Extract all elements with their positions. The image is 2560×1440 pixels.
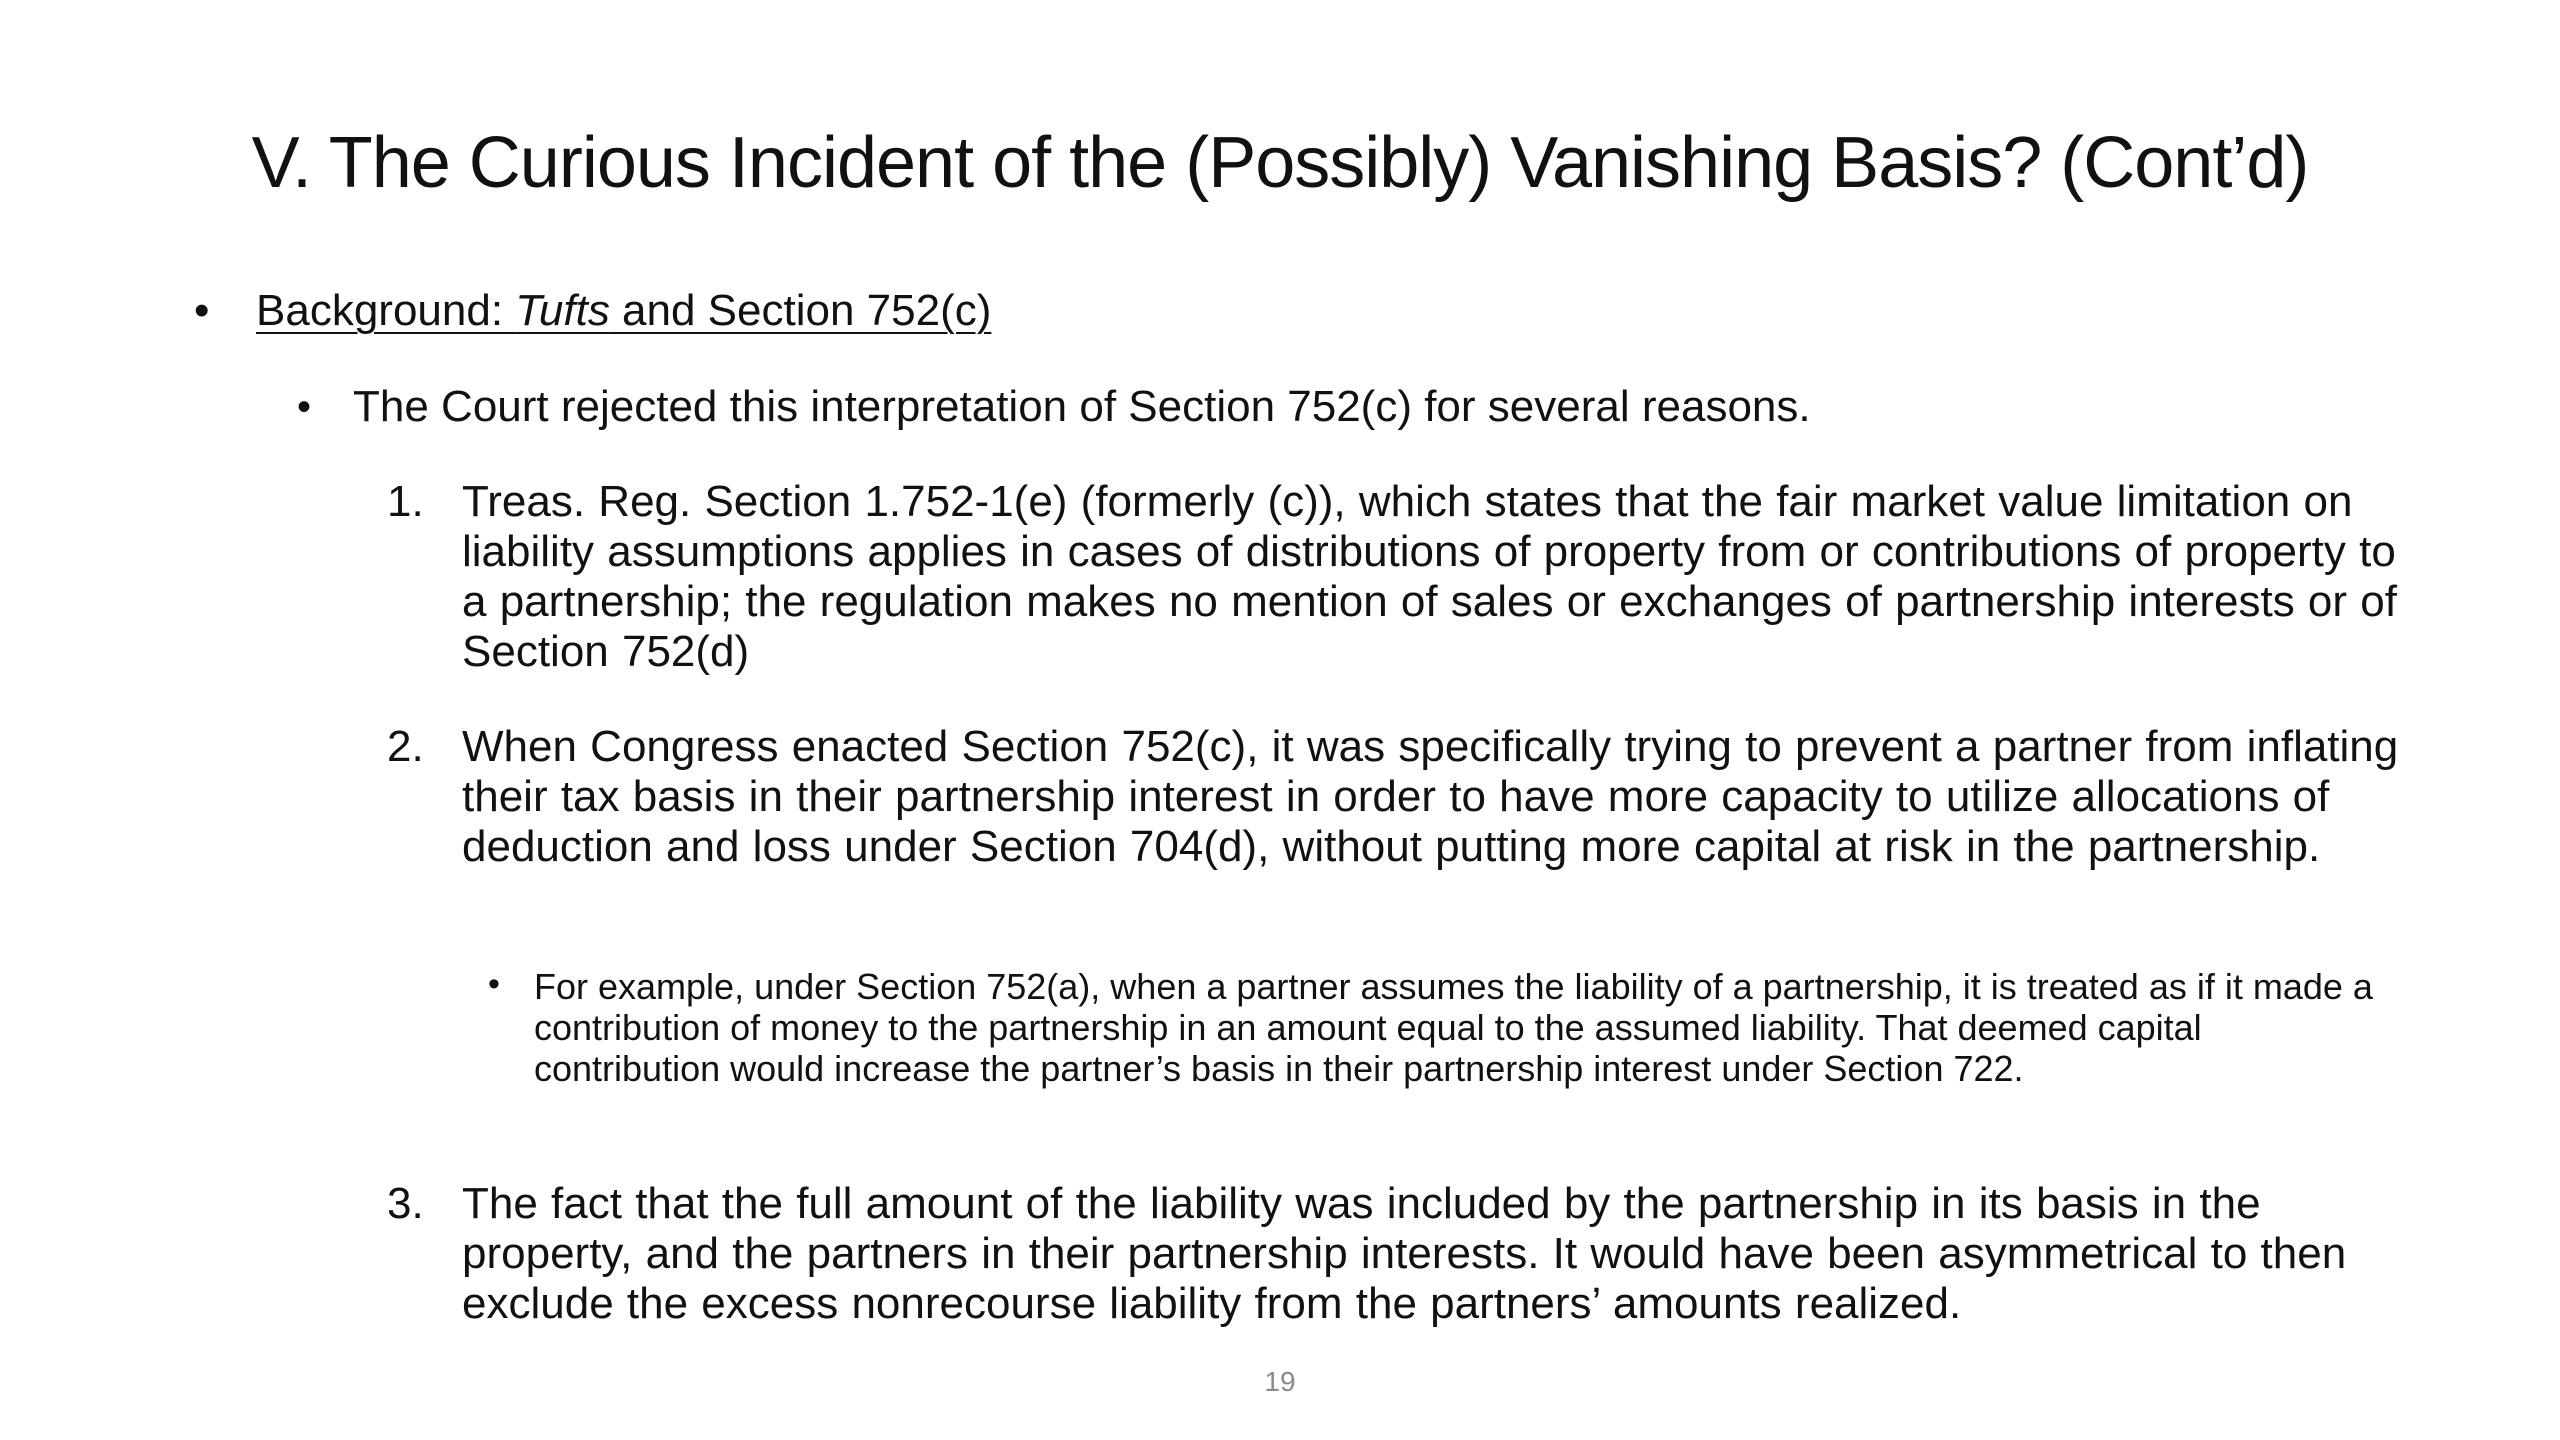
numbered-item-number: 1. bbox=[387, 477, 424, 526]
bullet-dot: • bbox=[488, 965, 500, 1003]
background-heading-case-name: Tufts bbox=[515, 286, 610, 335]
background-heading-suffix: and Section 752(c) bbox=[609, 286, 992, 335]
numbered-item-text: The fact that the full amount of the liability was included by the partnership in its basis in the property, and the partners in their partnership interests. It would have been asymmetrical to then exclude the excess nonrecourse liability from the partners’ amounts realized. bbox=[462, 1179, 2347, 1328]
page-number: 19 bbox=[1264, 1366, 1296, 1397]
numbered-item-text: When Congress enacted Section 752(c), it was specifically trying to prevent a partner from inflating their tax basis in their partnership interest in order to have more capacity to utilize allocations of deduction and loss under Section 704(d), without putting more capital at risk in the partnership. bbox=[462, 722, 2399, 871]
bullet-court-rejected bbox=[297, 379, 1811, 435]
background-heading-prefix: Background: bbox=[256, 286, 516, 335]
sub-bullet-example bbox=[488, 965, 2394, 1089]
numbered-item-number: 3. bbox=[387, 1179, 424, 1228]
bullet-background bbox=[194, 283, 992, 339]
numbered-item-1 bbox=[387, 477, 2402, 677]
slide-title: V. The Curious Incident of the (Possibly) Vanishing Basis? (Cont’d) bbox=[251, 123, 2309, 203]
bullet-dot: • bbox=[297, 385, 312, 429]
court-rejected-text: The Court rejected this interpretation of Section 752(c) for several reasons. bbox=[353, 382, 1811, 431]
numbered-item-number: 2. bbox=[387, 722, 424, 771]
sub-bullet-text: For example, under Section 752(a), when a partner assumes the liability of a partnership, it is treated as if it made a contribution of money to the partnership in an amount equal to the assumed liability. That deemed capital contribution would increase the partner’s basis in their partnership interest under Section 722. bbox=[534, 966, 2373, 1089]
bullet-dot: • bbox=[194, 286, 210, 335]
numbered-item-text: Treas. Reg. Section 1.752-1(e) (formerly (c)), which states that the fair market value limitation on liability assumptions applies in cases of distributions of property from or contributions of property to a partnership; the regulation makes no mention of sales or exchanges of partnership interests or of Section 752(d) bbox=[462, 477, 2397, 676]
numbered-item-3 bbox=[387, 1179, 2402, 1329]
background-heading bbox=[256, 286, 991, 335]
numbered-item-2 bbox=[387, 722, 2402, 872]
